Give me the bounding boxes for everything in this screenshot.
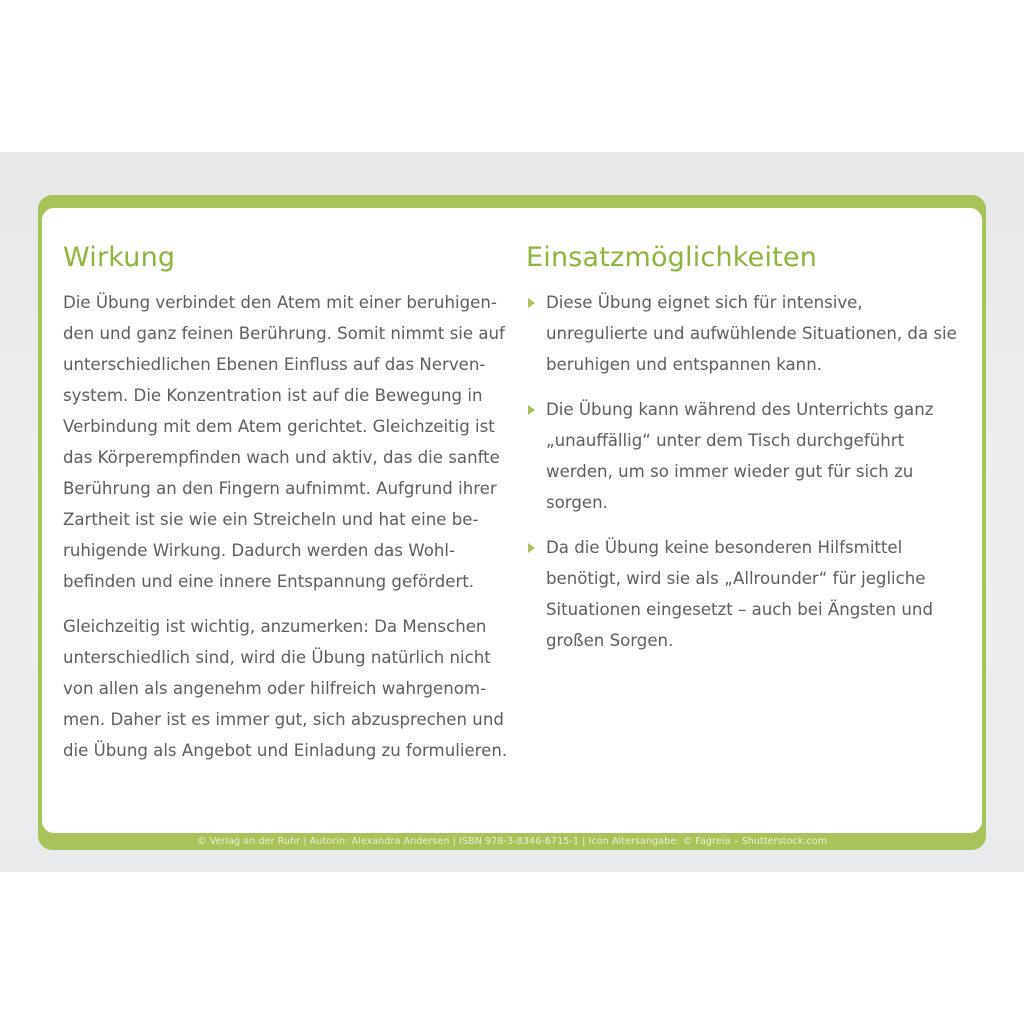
triangle-bullet-icon <box>528 543 535 553</box>
einsatz-column <box>526 242 966 670</box>
list-item <box>526 532 966 656</box>
list-item <box>526 394 966 518</box>
list-item <box>526 287 966 380</box>
wirkung-heading: Wirkung <box>63 242 176 273</box>
copyright-footer: © Verlag an der Ruhr | Autorin: Alexandra Andersen | ISBN 978-3-8346-6715-1 | Icon Altersangabe: © Fagreia – Shutterstock.com <box>196 836 828 847</box>
list-item-text: Diese Übung eignet sich für intensive, unregulierte und aufwühlende Situationen, da sie beruhigen und entspannen kann. <box>546 293 957 374</box>
list-item-text: Die Übung kann während des Unterrichts ganz „unauffällig“ unter dem Tisch durchgeführt werden, um so immer wieder gut für sich zu sorgen. <box>546 400 934 512</box>
einsatz-list <box>526 287 966 656</box>
list-item-text: Da die Übung keine besonderen Hilfsmittel benötigt, wird sie als „Allrounder“ für jegliche Situationen eingesetzt – auch bei Ängsten und großen Sorgen. <box>546 538 933 650</box>
triangle-bullet-icon <box>528 298 535 308</box>
einsatz-heading: Einsatzmöglichkeiten <box>526 242 818 273</box>
triangle-bullet-icon <box>528 405 535 415</box>
wirkung-paragraph-1: Die Übung verbindet den Atem mit einer beruhigen-den und ganz feinen Berührung. Somit nimmt sie auf unterschiedlichen Ebenen Einfluss auf das Nerven-system. Die Konzentration ist auf die Bewegung in Verbindung mit dem Atem gerichtet. Gleichzeitig ist das Körperempfinden wach und aktiv, das die sanfte Berührung an den Fingern aufnimmt. Aufgrund ihrer Zartheit ist sie wie ein Streicheln und hat eine be-ruhigende Wirkung. Dadurch werden das Wohl-befinden und eine innere Entspannung gefördert. <box>63 293 505 591</box>
wirkung-paragraph-2: Gleichzeitig ist wichtig, anzumerken: Da Menschen unterschiedlich sind, wird die Übung natürlich nicht von allen als angenehm oder hilfreich wahrgenom-men. Daher ist es immer gut, sich abzusprechen und die Übung als Angebot und Einladung zu formulieren. <box>63 617 508 760</box>
wirkung-column <box>63 242 513 780</box>
